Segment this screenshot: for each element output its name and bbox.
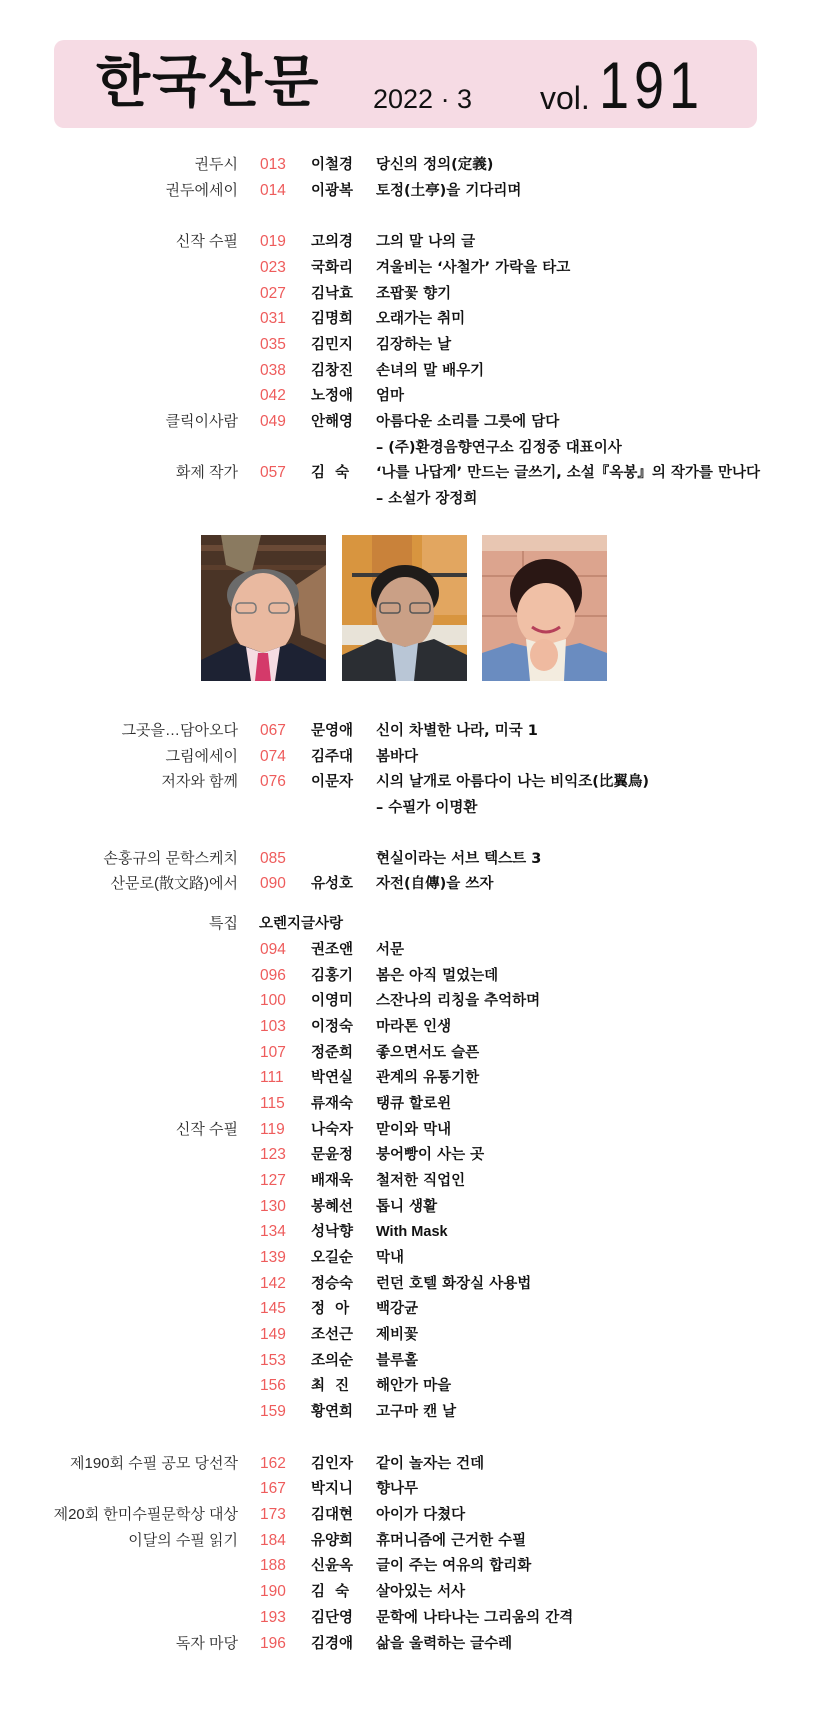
toc-title: 엄마 — [376, 388, 405, 404]
toc-author: 봉혜선 — [311, 1199, 354, 1215]
toc-title: 고구마 캔 날 — [376, 1404, 457, 1420]
toc-row[interactable] — [0, 1168, 814, 1194]
toc-author: 고의경 — [311, 234, 354, 250]
toc-page-number: 067 — [260, 722, 286, 739]
portrait-woman-icon — [482, 535, 607, 681]
toc-row[interactable] — [0, 871, 814, 897]
toc-page-number: 111 — [260, 1069, 284, 1086]
toc-page-number: 100 — [260, 992, 286, 1009]
toc-category: 산문로(散文路)에서 — [110, 875, 238, 892]
portrait-man-glasses-icon — [342, 535, 467, 681]
magazine-title: 한국산문 — [96, 50, 321, 115]
toc-page-number: 107 — [260, 1044, 286, 1061]
toc-row[interactable] — [0, 988, 814, 1014]
toc-page-number: 013 — [260, 156, 286, 173]
toc-author: 박지니 — [311, 1481, 354, 1497]
toc-author: 오길순 — [311, 1250, 354, 1266]
toc-category: 저자와 함께 — [161, 773, 238, 790]
toc-author: 김단영 — [311, 1610, 354, 1626]
toc-row[interactable] — [0, 1117, 814, 1143]
toc-page-number: 096 — [260, 967, 286, 984]
toc-page-number: 123 — [260, 1146, 286, 1163]
toc-author: 이문자 — [311, 774, 354, 790]
toc-page-number: 057 — [260, 464, 286, 481]
toc-page-number: 076 — [260, 773, 286, 790]
toc-page-number: 090 — [260, 875, 286, 892]
toc-page-number: 042 — [260, 387, 286, 404]
toc-row[interactable] — [0, 846, 814, 872]
toc-row[interactable] — [0, 1579, 814, 1605]
toc-row[interactable] — [0, 358, 814, 384]
toc-category: 권두에세이 — [165, 182, 238, 199]
toc-author: 박연실 — [311, 1070, 354, 1086]
toc-title: 향나무 — [376, 1481, 419, 1497]
toc-page-number: 115 — [260, 1095, 285, 1112]
toc-page-number: 156 — [260, 1377, 286, 1394]
toc-title: 철저한 직업인 — [376, 1173, 466, 1189]
toc-title: 봄바다 — [376, 749, 419, 765]
toc-title: 탱큐 할로윈 — [376, 1096, 452, 1112]
toc-author: 황연희 — [311, 1404, 354, 1420]
toc-subtitle-row — [0, 486, 814, 512]
toc-page-number: 127 — [260, 1172, 286, 1189]
toc-title: 블루홀 — [376, 1353, 419, 1369]
toc-title: 김장하는 날 — [376, 337, 452, 353]
author-photo — [482, 535, 607, 681]
toc-page-number: 031 — [260, 310, 286, 327]
toc-title: 문학에 나타나는 그리움의 간격 — [376, 1610, 574, 1626]
toc-title: 조팝꽃 향기 — [376, 286, 452, 302]
special-feature-header[interactable] — [0, 911, 814, 937]
toc-page-number: 027 — [260, 285, 286, 302]
toc-row[interactable] — [0, 1091, 814, 1117]
toc-page-number: 145 — [260, 1300, 286, 1317]
toc-row[interactable] — [0, 744, 814, 770]
toc-title: With Mask — [376, 1224, 448, 1240]
author-photo — [201, 535, 326, 681]
toc-author: 정승숙 — [311, 1276, 354, 1292]
issue-date: 2022 · 3 — [373, 84, 473, 114]
toc-page-number: 049 — [260, 413, 286, 430]
toc-row[interactable] — [0, 409, 814, 435]
toc-row[interactable] — [0, 1399, 814, 1425]
toc-author: 김 숙 — [311, 465, 350, 481]
toc-category: 독자 마당 — [175, 1635, 238, 1652]
toc-title: 겨울비는 ‘사철가’ 가락을 타고 — [376, 260, 571, 276]
toc-page-number: 188 — [260, 1557, 286, 1574]
toc-subtitle: – (주)환경음향연구소 김정중 대표이사 — [376, 440, 622, 456]
toc-title: 손녀의 말 배우기 — [376, 363, 485, 379]
toc-author: 최 진 — [311, 1378, 350, 1394]
toc-category: 화제 작가 — [175, 464, 238, 481]
toc-title: 백강균 — [376, 1301, 419, 1317]
toc-page-number: 074 — [260, 748, 286, 765]
toc-title: 아이가 다쳤다 — [376, 1507, 466, 1523]
toc-category: 클릭이사람 — [165, 413, 238, 430]
volume-label: vol. — [540, 80, 590, 116]
toc-page-number: 193 — [260, 1609, 286, 1626]
toc-row[interactable] — [0, 718, 814, 744]
toc-title: 현실이라는 서브 텍스트 3 — [376, 851, 542, 867]
toc-page-number: 167 — [260, 1480, 286, 1497]
toc-author: 배재욱 — [311, 1173, 354, 1189]
toc-row[interactable] — [0, 1451, 814, 1477]
toc-title: ‘나를 나답게’ 만드는 글쓰기, 소설『옥봉』의 작가를 만나다 — [376, 465, 760, 481]
toc-category: 특집 — [209, 915, 238, 932]
toc-title: 제비꽃 — [376, 1327, 419, 1343]
toc-row[interactable] — [0, 281, 814, 307]
toc-author: 김인자 — [311, 1456, 354, 1472]
toc-author: 김대현 — [311, 1507, 354, 1523]
toc-page-number: 038 — [260, 362, 286, 379]
toc-page-number: 196 — [260, 1635, 286, 1652]
toc-category: 제20회 한미수필문학상 대상 — [53, 1506, 238, 1523]
author-photo — [342, 535, 467, 681]
toc-row[interactable] — [0, 1373, 814, 1399]
toc-row[interactable] — [0, 1142, 814, 1168]
toc-row[interactable] — [0, 769, 814, 795]
toc-row[interactable] — [0, 937, 814, 963]
toc-page-number: 035 — [260, 336, 286, 353]
toc-title: 스잔나의 리칭을 추억하며 — [376, 993, 541, 1009]
toc-title: 살아있는 서사 — [376, 1584, 466, 1600]
toc-category: 그림에세이 — [165, 748, 238, 765]
toc-author: 조선근 — [311, 1327, 354, 1343]
toc-title: 해안가 마을 — [376, 1378, 452, 1394]
toc-page-number: 139 — [260, 1249, 286, 1266]
toc-category: 이달의 수필 읽기 — [128, 1532, 238, 1549]
toc-category: 그곳을…담아오다 — [121, 722, 238, 739]
toc-author: 김창진 — [311, 363, 354, 379]
toc-row[interactable] — [0, 963, 814, 989]
toc-author: 김경애 — [311, 1636, 354, 1652]
toc-row[interactable] — [0, 229, 814, 255]
toc-author: 김낙효 — [311, 286, 354, 302]
toc-title: 런던 호텔 화장실 사용법 — [376, 1276, 532, 1292]
toc-row[interactable] — [0, 178, 814, 204]
toc-row[interactable] — [0, 383, 814, 409]
magazine-header-banner — [54, 40, 757, 128]
toc-row[interactable] — [0, 152, 814, 178]
toc-page-number: 159 — [260, 1403, 286, 1420]
toc-author: 조의순 — [311, 1353, 354, 1369]
toc-author: 김홍기 — [311, 968, 354, 984]
toc-page-number: 023 — [260, 259, 286, 276]
toc-author: 안해영 — [311, 414, 354, 430]
toc-author: 김민지 — [311, 337, 354, 353]
toc-title: 막내 — [376, 1250, 405, 1266]
toc-author: 문윤정 — [311, 1147, 354, 1163]
toc-author: 신윤옥 — [311, 1558, 354, 1574]
toc-title: 당신의 정의(定義) — [376, 157, 494, 173]
toc-category: 제190회 수필 공모 당선작 — [70, 1455, 238, 1472]
toc-title: 글이 주는 여유의 합리화 — [376, 1558, 532, 1574]
toc-page-number: 142 — [260, 1275, 286, 1292]
toc-row[interactable] — [0, 1065, 814, 1091]
toc-row[interactable] — [0, 1194, 814, 1220]
toc-title: 마라톤 인생 — [376, 1019, 452, 1035]
toc-title: 관계의 유통기한 — [376, 1070, 480, 1086]
toc-title: 자전(自傳)을 쓰자 — [376, 876, 494, 892]
toc-author: 이영미 — [311, 993, 354, 1009]
toc-row[interactable] — [0, 1219, 814, 1245]
portrait-man-suit-icon — [201, 535, 326, 681]
toc-page-number: 173 — [260, 1506, 286, 1523]
toc-author: 정 아 — [311, 1301, 350, 1317]
toc-row[interactable] — [0, 1245, 814, 1271]
toc-author: 정준희 — [311, 1045, 354, 1061]
toc-title: 맏이와 막내 — [376, 1122, 452, 1138]
toc-title: 토정(土亭)을 기다리며 — [376, 183, 522, 199]
toc-author: 나숙자 — [311, 1122, 354, 1138]
toc-author: 류재숙 — [311, 1096, 354, 1112]
toc-page-number: 130 — [260, 1198, 286, 1215]
toc-page-number: 094 — [260, 941, 286, 958]
toc-row[interactable] — [0, 1271, 814, 1297]
toc-title: 시의 날개로 아름다이 나는 비익조(比翼鳥) — [376, 774, 650, 790]
toc-author: 권조앤 — [311, 942, 354, 958]
toc-page-number: 190 — [260, 1583, 286, 1600]
toc-page-number: 162 — [260, 1455, 286, 1472]
toc-page-number: 149 — [260, 1326, 286, 1343]
toc-page-number: 019 — [260, 233, 286, 250]
toc-title: 붕어빵이 사는 곳 — [376, 1147, 485, 1163]
toc-row[interactable] — [0, 1502, 814, 1528]
toc-row[interactable] — [0, 1014, 814, 1040]
toc-title: 아름다운 소리를 그릇에 담다 — [376, 414, 560, 430]
toc-category: 손홍규의 문학스케치 — [103, 850, 238, 867]
toc-title: 신이 차별한 나라, 미국 1 — [376, 723, 538, 739]
toc-category: 권두시 — [194, 156, 238, 173]
toc-author: 이광복 — [311, 183, 354, 199]
toc-title: 삶을 울력하는 글수레 — [376, 1636, 513, 1652]
toc-author: 국화리 — [311, 260, 354, 276]
toc-row[interactable] — [0, 1528, 814, 1554]
toc-row[interactable] — [0, 1631, 814, 1657]
toc-row[interactable] — [0, 460, 814, 486]
toc-subtitle-row — [0, 795, 814, 821]
toc-author: 김 숙 — [311, 1584, 350, 1600]
toc-row[interactable] — [0, 1296, 814, 1322]
toc-title: 서문 — [376, 942, 405, 958]
toc-title: 톱니 생활 — [376, 1199, 438, 1215]
toc-page-number: 184 — [260, 1532, 286, 1549]
toc-row[interactable] — [0, 306, 814, 332]
toc-page-number: 103 — [260, 1018, 286, 1035]
special-feature-title: 오렌지글사랑 — [259, 916, 344, 932]
toc-title: 그의 말 나의 글 — [376, 234, 476, 250]
toc-author: 이철경 — [311, 157, 354, 173]
toc-author: 김명희 — [311, 311, 354, 327]
toc-title: 같이 놀자는 건데 — [376, 1456, 485, 1472]
toc-row[interactable] — [0, 1553, 814, 1579]
toc-page-number: 014 — [260, 182, 286, 199]
toc-author: 유양희 — [311, 1533, 354, 1549]
toc-author: 노정애 — [311, 388, 354, 404]
toc-page-number: 134 — [260, 1223, 286, 1240]
toc-subtitle: – 소설가 장정희 — [376, 491, 478, 507]
toc-page-number: 119 — [260, 1121, 285, 1138]
toc-row[interactable] — [0, 332, 814, 358]
toc-row[interactable] — [0, 1476, 814, 1502]
toc-row[interactable] — [0, 1322, 814, 1348]
toc-page-number: 085 — [260, 850, 286, 867]
toc-author: 성낙향 — [311, 1224, 354, 1240]
toc-row[interactable] — [0, 1040, 814, 1066]
toc-page-number: 153 — [260, 1352, 286, 1369]
toc-subtitle: – 수필가 이명환 — [376, 800, 478, 816]
toc-category: 신작 수필 — [175, 233, 238, 250]
toc-author: 문영애 — [311, 723, 354, 739]
toc-title: 오래가는 취미 — [376, 311, 466, 327]
toc-title: 좋으면서도 슬픈 — [376, 1045, 480, 1061]
author-photos — [0, 535, 814, 681]
volume-number: 191 — [599, 48, 705, 122]
toc-row[interactable] — [0, 1605, 814, 1631]
toc-title: 봄은 아직 멀었는데 — [376, 968, 499, 984]
toc-author: 이정숙 — [311, 1019, 354, 1035]
toc-author: 유성호 — [311, 876, 354, 892]
toc-row[interactable] — [0, 255, 814, 281]
toc-row[interactable] — [0, 1348, 814, 1374]
toc-category: 신작 수필 — [175, 1121, 238, 1138]
toc-title: 휴머니즘에 근거한 수필 — [376, 1533, 527, 1549]
toc-author: 김주대 — [311, 749, 354, 765]
toc-subtitle-row — [0, 435, 814, 461]
